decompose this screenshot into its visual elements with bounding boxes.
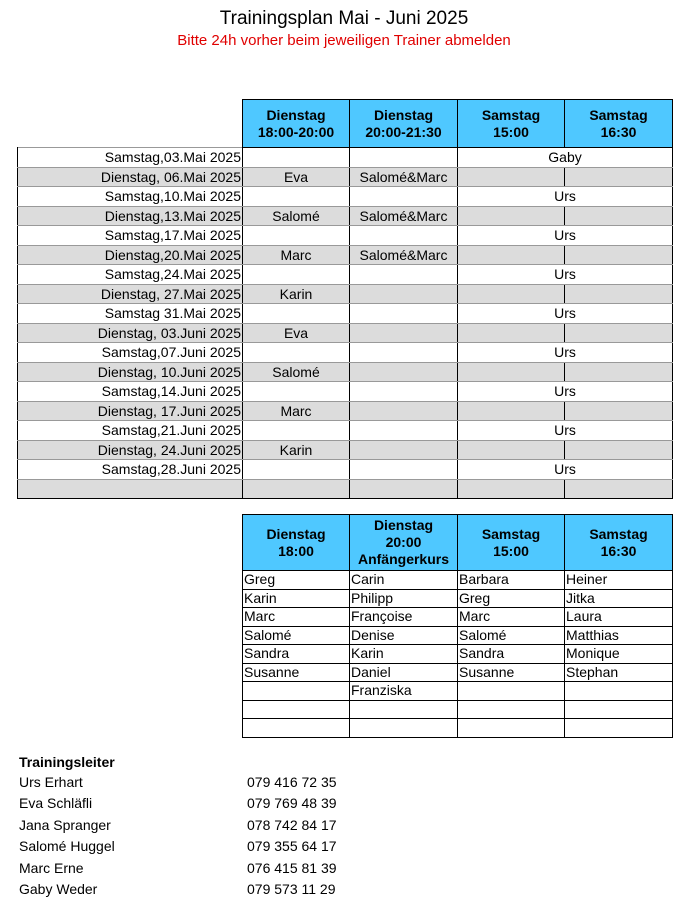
schedule-trainer-saturday: Urs xyxy=(458,304,673,324)
schedule-trainer-sat-early xyxy=(458,323,565,343)
trainer-row xyxy=(19,858,419,879)
schedule-date-cell: Dienstag, 17.Juni 2025 xyxy=(18,401,243,421)
trainer-name: Urs Erhart xyxy=(19,774,83,790)
header-day: Dienstag xyxy=(266,106,326,123)
participant-name: Karin xyxy=(243,589,350,608)
participant-name: Marc xyxy=(243,608,350,627)
schedule-trainer-tue-early: Karin xyxy=(243,440,350,460)
participants-table xyxy=(242,514,673,738)
schedule-row xyxy=(18,187,673,207)
participants-row xyxy=(243,589,673,608)
schedule-trainer-sat-early xyxy=(458,479,565,499)
schedule-trainer-tue-late xyxy=(350,479,458,499)
schedule-header-row xyxy=(18,100,673,148)
schedule-trainer-saturday: Urs xyxy=(458,343,673,363)
participants-header-saturday-1630 xyxy=(565,515,673,571)
schedule-trainer-tue-early xyxy=(243,421,350,441)
participant-name: Laura xyxy=(565,608,673,627)
schedule-trainer-tue-late xyxy=(350,440,458,460)
schedule-trainer-tue-early: Marc xyxy=(243,245,350,265)
schedule-trainer-tue-late xyxy=(350,265,458,285)
participants-body xyxy=(243,571,673,738)
schedule-row xyxy=(18,460,673,480)
schedule-date-cell: Samstag,10.Mai 2025 xyxy=(18,187,243,207)
trainer-list xyxy=(19,752,419,900)
participants-header-saturday-15 xyxy=(458,515,565,571)
schedule-trainer-tue-early xyxy=(243,265,350,285)
participant-name xyxy=(350,700,458,719)
trainer-phone: 079 769 48 39 xyxy=(247,795,337,812)
participants-header-row xyxy=(243,515,673,571)
schedule-trainer-sat-late xyxy=(565,284,673,304)
participant-name: Salomé xyxy=(458,626,565,645)
schedule-row xyxy=(18,304,673,324)
header-day: Samstag xyxy=(589,106,648,123)
page-subtitle: Bitte 24h vorher beim jeweiligen Trainer abmelden xyxy=(177,32,511,49)
trainer-name: Gaby Weder xyxy=(19,880,98,897)
trainer-row xyxy=(19,815,419,836)
participants-row xyxy=(243,645,673,664)
participant-name: Barbara xyxy=(458,571,565,590)
schedule-table xyxy=(17,99,673,499)
schedule-trainer-sat-early xyxy=(458,167,565,187)
participant-name: Susanne xyxy=(243,663,350,682)
schedule-date-cell: Dienstag,20.Mai 2025 xyxy=(18,245,243,265)
participant-name xyxy=(458,700,565,719)
schedule-trainer-tue-late: Salomé&Marc xyxy=(350,206,458,226)
schedule-trainer-tue-late xyxy=(350,421,458,441)
participant-name: Susanne xyxy=(458,663,565,682)
schedule-trainer-tue-late xyxy=(350,323,458,343)
header-time: 20:00 xyxy=(385,534,422,550)
participants-row xyxy=(243,700,673,719)
participant-name xyxy=(458,719,565,738)
trainer-row xyxy=(19,772,419,793)
schedule-trainer-sat-early xyxy=(458,206,565,226)
schedule-trainer-sat-late xyxy=(565,362,673,382)
schedule-trainer-tue-early: Karin xyxy=(243,284,350,304)
participant-name xyxy=(565,682,673,701)
schedule-row xyxy=(18,206,673,226)
participant-name: Sandra xyxy=(458,645,565,664)
schedule-date-cell: Samstag,14.Juni 2025 xyxy=(18,382,243,402)
participant-name xyxy=(243,682,350,701)
schedule-trainer-saturday: Urs xyxy=(458,187,673,207)
header-time: 16:30 xyxy=(600,542,637,559)
schedule-trainer-sat-early xyxy=(458,362,565,382)
schedule-date-cell: Dienstag, 24.Juni 2025 xyxy=(18,440,243,460)
participant-name: Matthias xyxy=(565,626,673,645)
trainer-phone: 078 742 84 17 xyxy=(247,816,337,833)
page-title: Trainingsplan Mai - Juni 2025 xyxy=(219,8,469,29)
trainer-phone: 076 415 81 39 xyxy=(247,859,337,876)
schedule-trainer-tue-early: Eva xyxy=(243,323,350,343)
participants-header-tuesday-18 xyxy=(243,515,350,571)
participant-name: Françoise xyxy=(350,608,458,627)
trainer-row xyxy=(19,879,419,900)
header-time: 18:00-20:00 xyxy=(257,123,335,140)
header-day: Samstag xyxy=(481,106,541,123)
schedule-row xyxy=(18,440,673,460)
schedule-date-cell: Dienstag, 06.Mai 2025 xyxy=(18,167,243,187)
schedule-trainer-tue-late xyxy=(350,343,458,363)
schedule-trainer-tue-late: Salomé&Marc xyxy=(350,245,458,265)
schedule-body xyxy=(18,148,673,499)
header-time: 16:30 xyxy=(600,123,637,140)
schedule-date-cell: Dienstag, 03.Juni 2025 xyxy=(18,323,243,343)
schedule-row xyxy=(18,421,673,441)
schedule-date-cell: Dienstag, 27.Mai 2025 xyxy=(18,284,243,304)
header-day: Dienstag xyxy=(266,525,326,542)
participant-name: Heiner xyxy=(565,571,673,590)
participant-name xyxy=(565,700,673,719)
schedule-row xyxy=(18,265,673,285)
participants-row xyxy=(243,626,673,645)
participant-name xyxy=(243,719,350,738)
schedule-trainer-tue-early: Eva xyxy=(243,167,350,187)
schedule-trainer-tue-late: Salomé&Marc xyxy=(350,167,458,187)
header-day: Samstag xyxy=(481,525,541,542)
schedule-trainer-tue-late xyxy=(350,187,458,207)
schedule-header-saturday-late xyxy=(565,100,673,148)
schedule-trainer-tue-late xyxy=(350,362,458,382)
participants-row xyxy=(243,663,673,682)
participant-name: Salomé xyxy=(243,626,350,645)
schedule-date-cell: Samstag,28.Juni 2025 xyxy=(18,460,243,480)
schedule-header-tuesday-early xyxy=(243,100,350,148)
participant-name: Greg xyxy=(243,571,350,590)
schedule-date-cell: Samstag,21.Juni 2025 xyxy=(18,421,243,441)
schedule-date-cell: Samstag 31.Mai 2025 xyxy=(18,304,243,324)
participants-header-tuesday-20 xyxy=(350,515,458,571)
trainer-list-title: Trainingsleiter xyxy=(19,754,115,770)
participant-name: Denise xyxy=(350,626,458,645)
schedule-trainer-tue-late xyxy=(350,401,458,421)
participant-name xyxy=(565,719,673,738)
schedule-trainer-tue-late xyxy=(350,226,458,246)
trainer-name: Jana Spranger xyxy=(19,816,111,833)
header-time: 15:00 xyxy=(493,123,529,140)
schedule-row xyxy=(18,479,673,499)
schedule-date-cell: Samstag,17.Mai 2025 xyxy=(18,226,243,246)
header-time: 18:00 xyxy=(278,542,314,559)
participant-name: Stephan xyxy=(565,663,673,682)
schedule-trainer-saturday: Urs xyxy=(458,265,673,285)
schedule-trainer-tue-late xyxy=(350,382,458,402)
header-course: Anfängerkurs xyxy=(357,551,450,567)
schedule-trainer-saturday: Urs xyxy=(458,421,673,441)
schedule-trainer-sat-early xyxy=(458,245,565,265)
schedule-trainer-saturday: Urs xyxy=(458,382,673,402)
schedule-trainer-tue-late xyxy=(350,460,458,480)
schedule-row xyxy=(18,343,673,363)
participant-name xyxy=(458,682,565,701)
header-time: 15:00 xyxy=(493,542,529,559)
trainer-phone: 079 355 64 17 xyxy=(247,838,337,855)
participant-name: Carin xyxy=(350,571,458,590)
trainer-name: Salomé Huggel xyxy=(19,838,115,855)
schedule-trainer-tue-early xyxy=(243,460,350,480)
schedule-date-cell: Samstag,07.Juni 2025 xyxy=(18,343,243,363)
schedule-row xyxy=(18,323,673,343)
schedule-trainer-tue-early: Salomé xyxy=(243,206,350,226)
participant-name xyxy=(350,719,458,738)
schedule-trainer-sat-early xyxy=(458,440,565,460)
participants-row xyxy=(243,682,673,701)
participant-name: Jitka xyxy=(565,589,673,608)
schedule-trainer-sat-late xyxy=(565,401,673,421)
schedule-trainer-saturday: Gaby xyxy=(458,148,673,168)
trainer-row xyxy=(19,793,419,814)
schedule-trainer-tue-early xyxy=(243,226,350,246)
schedule-trainer-sat-late xyxy=(565,479,673,499)
header-time: 20:00-21:30 xyxy=(365,123,442,140)
schedule-row xyxy=(18,167,673,187)
schedule-trainer-saturday: Urs xyxy=(458,226,673,246)
schedule-trainer-tue-early: Marc xyxy=(243,401,350,421)
schedule-trainer-tue-early xyxy=(243,343,350,363)
participants-row xyxy=(243,719,673,738)
trainer-phone: 079 416 72 35 xyxy=(247,774,337,790)
schedule-trainer-sat-late xyxy=(565,206,673,226)
participant-name: Marc xyxy=(458,608,565,627)
schedule-trainer-tue-early xyxy=(243,187,350,207)
schedule-header-tuesday-late xyxy=(350,100,458,148)
schedule-date-cell: Samstag,03.Mai 2025 xyxy=(18,148,243,168)
participant-name xyxy=(243,700,350,719)
schedule-date-cell: Dienstag,13.Mai 2025 xyxy=(18,206,243,226)
header-day: Dienstag xyxy=(373,106,434,123)
schedule-trainer-tue-early xyxy=(243,304,350,324)
schedule-trainer-tue-early xyxy=(243,479,350,499)
schedule-trainer-sat-late xyxy=(565,323,673,343)
schedule-trainer-tue-late xyxy=(350,284,458,304)
participant-name: Monique xyxy=(565,645,673,664)
schedule-trainer-tue-early xyxy=(243,382,350,402)
trainer-phone: 079 573 11 29 xyxy=(247,880,336,897)
participants-row xyxy=(243,571,673,590)
schedule-trainer-sat-early xyxy=(458,401,565,421)
header-day: Dienstag xyxy=(373,517,434,533)
schedule-row xyxy=(18,284,673,304)
schedule-row xyxy=(18,401,673,421)
schedule-date-cell: Dienstag, 10.Juni 2025 xyxy=(18,362,243,382)
participant-name: Philipp xyxy=(350,589,458,608)
schedule-date-cell xyxy=(18,479,243,499)
schedule-trainer-sat-late xyxy=(565,440,673,460)
schedule-header-saturday-early xyxy=(458,100,565,148)
schedule-row xyxy=(18,148,673,168)
participant-name: Franziska xyxy=(350,682,458,701)
schedule-trainer-tue-early: Salomé xyxy=(243,362,350,382)
participant-name: Sandra xyxy=(243,645,350,664)
schedule-trainer-sat-late xyxy=(565,245,673,265)
schedule-row xyxy=(18,226,673,246)
schedule-trainer-tue-late xyxy=(350,148,458,168)
schedule-date-cell: Samstag,24.Mai 2025 xyxy=(18,265,243,285)
participant-name: Greg xyxy=(458,589,565,608)
schedule-trainer-sat-early xyxy=(458,284,565,304)
schedule-trainer-tue-late xyxy=(350,304,458,324)
header-day: Samstag xyxy=(589,525,648,542)
trainer-name: Marc Erne xyxy=(19,859,84,876)
schedule-trainer-tue-early xyxy=(243,148,350,168)
schedule-row xyxy=(18,362,673,382)
participant-name: Karin xyxy=(350,645,458,664)
schedule-row xyxy=(18,245,673,265)
schedule-row xyxy=(18,382,673,402)
trainer-name: Eva Schläfli xyxy=(19,795,93,812)
schedule-header-blank xyxy=(18,100,243,148)
participant-name: Daniel xyxy=(350,663,458,682)
schedule-trainer-saturday: Urs xyxy=(458,460,673,480)
trainer-row xyxy=(19,836,419,857)
participants-row xyxy=(243,608,673,627)
schedule-trainer-sat-late xyxy=(565,167,673,187)
trainer-rows xyxy=(19,772,419,900)
